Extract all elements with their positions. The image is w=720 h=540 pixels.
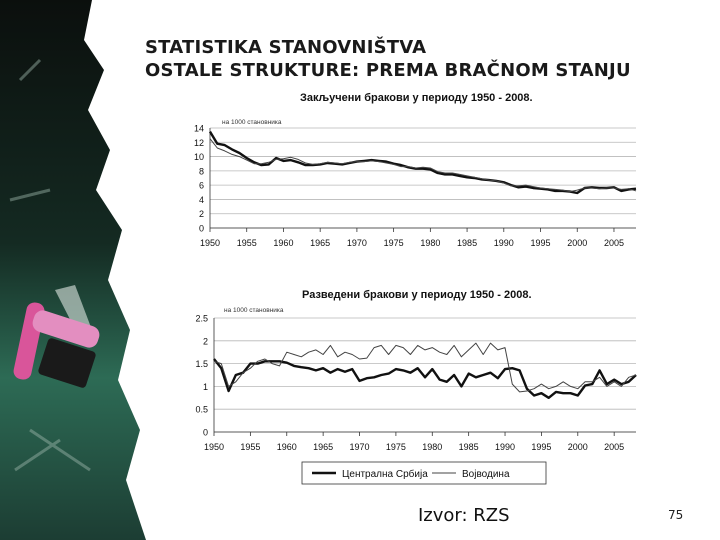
x-tick-label: 1980 (420, 238, 441, 248)
y-tick-label: 8 (198, 166, 204, 177)
legend (302, 462, 546, 484)
x-tick-label: 2005 (604, 442, 625, 452)
y-axis-label: на 1000 становника (222, 119, 282, 126)
chart-title: Разведени бракови у периоду 1950 - 2008. (302, 289, 532, 301)
x-tick-label: 1990 (495, 442, 516, 452)
y-tick-label: 4 (198, 194, 204, 205)
series-central-serbia (210, 132, 636, 193)
y-tick-label: 6 (198, 180, 204, 191)
y-tick-label: 1.5 (195, 359, 208, 370)
x-tick-label: 1995 (531, 442, 552, 452)
chart-title: Закључени бракови у периоду 1950 - 2008. (300, 92, 533, 104)
x-tick-label: 1975 (385, 442, 406, 452)
y-tick-label: 0 (198, 223, 204, 234)
chalkboard-background (0, 0, 150, 540)
series-vojvodina (214, 343, 636, 392)
x-tick-label: 1950 (203, 442, 225, 452)
x-tick-label: 1970 (349, 442, 370, 452)
x-tick-label: 1960 (276, 442, 297, 452)
y-tick-label: 2 (202, 336, 208, 347)
x-tick-label: 1965 (313, 442, 334, 452)
x-tick-label: 1985 (457, 238, 478, 248)
marriages-chart (180, 88, 650, 258)
x-tick-label: 1970 (346, 238, 367, 248)
y-tick-label: 14 (193, 123, 204, 134)
y-tick-label: 0 (202, 427, 208, 438)
x-tick-label: 1975 (383, 238, 404, 248)
y-tick-label: 0.5 (195, 404, 208, 415)
x-tick-label: 2000 (567, 238, 588, 248)
slide-title-line2: OSTALE STRUKTURE: PREMA BRAČNOM STANJU (145, 60, 631, 81)
y-tick-label: 2.5 (195, 313, 208, 324)
x-tick-label: 2005 (603, 238, 624, 248)
y-tick-label: 2 (198, 209, 204, 220)
page-number: 75 (668, 508, 684, 522)
y-axis-label: на 1000 становника (224, 307, 284, 314)
divorces-chart (180, 282, 650, 492)
x-tick-label: 1955 (240, 442, 261, 452)
legend-label-central: Централна Србија (342, 469, 428, 480)
x-tick-label: 1990 (493, 238, 514, 248)
slide-title-line1: STATISTIKA STANOVNIŠTVA (145, 37, 427, 58)
y-tick-label: 12 (193, 137, 204, 148)
x-tick-label: 1960 (273, 238, 294, 248)
x-tick-label: 1985 (458, 442, 479, 452)
y-tick-label: 1 (202, 381, 208, 392)
y-tick-label: 10 (193, 152, 204, 163)
x-tick-label: 2000 (567, 442, 588, 452)
x-tick-label: 1950 (199, 238, 221, 248)
x-tick-label: 1980 (422, 442, 443, 452)
legend-label-vojvodina: Војводина (462, 469, 510, 480)
x-tick-label: 1965 (310, 238, 331, 248)
x-tick-label: 1955 (236, 238, 257, 248)
source-note: Izvor: RZS (418, 505, 510, 526)
x-tick-label: 1995 (530, 238, 551, 248)
slide-title (145, 36, 631, 82)
series-vojvodina (210, 139, 636, 192)
